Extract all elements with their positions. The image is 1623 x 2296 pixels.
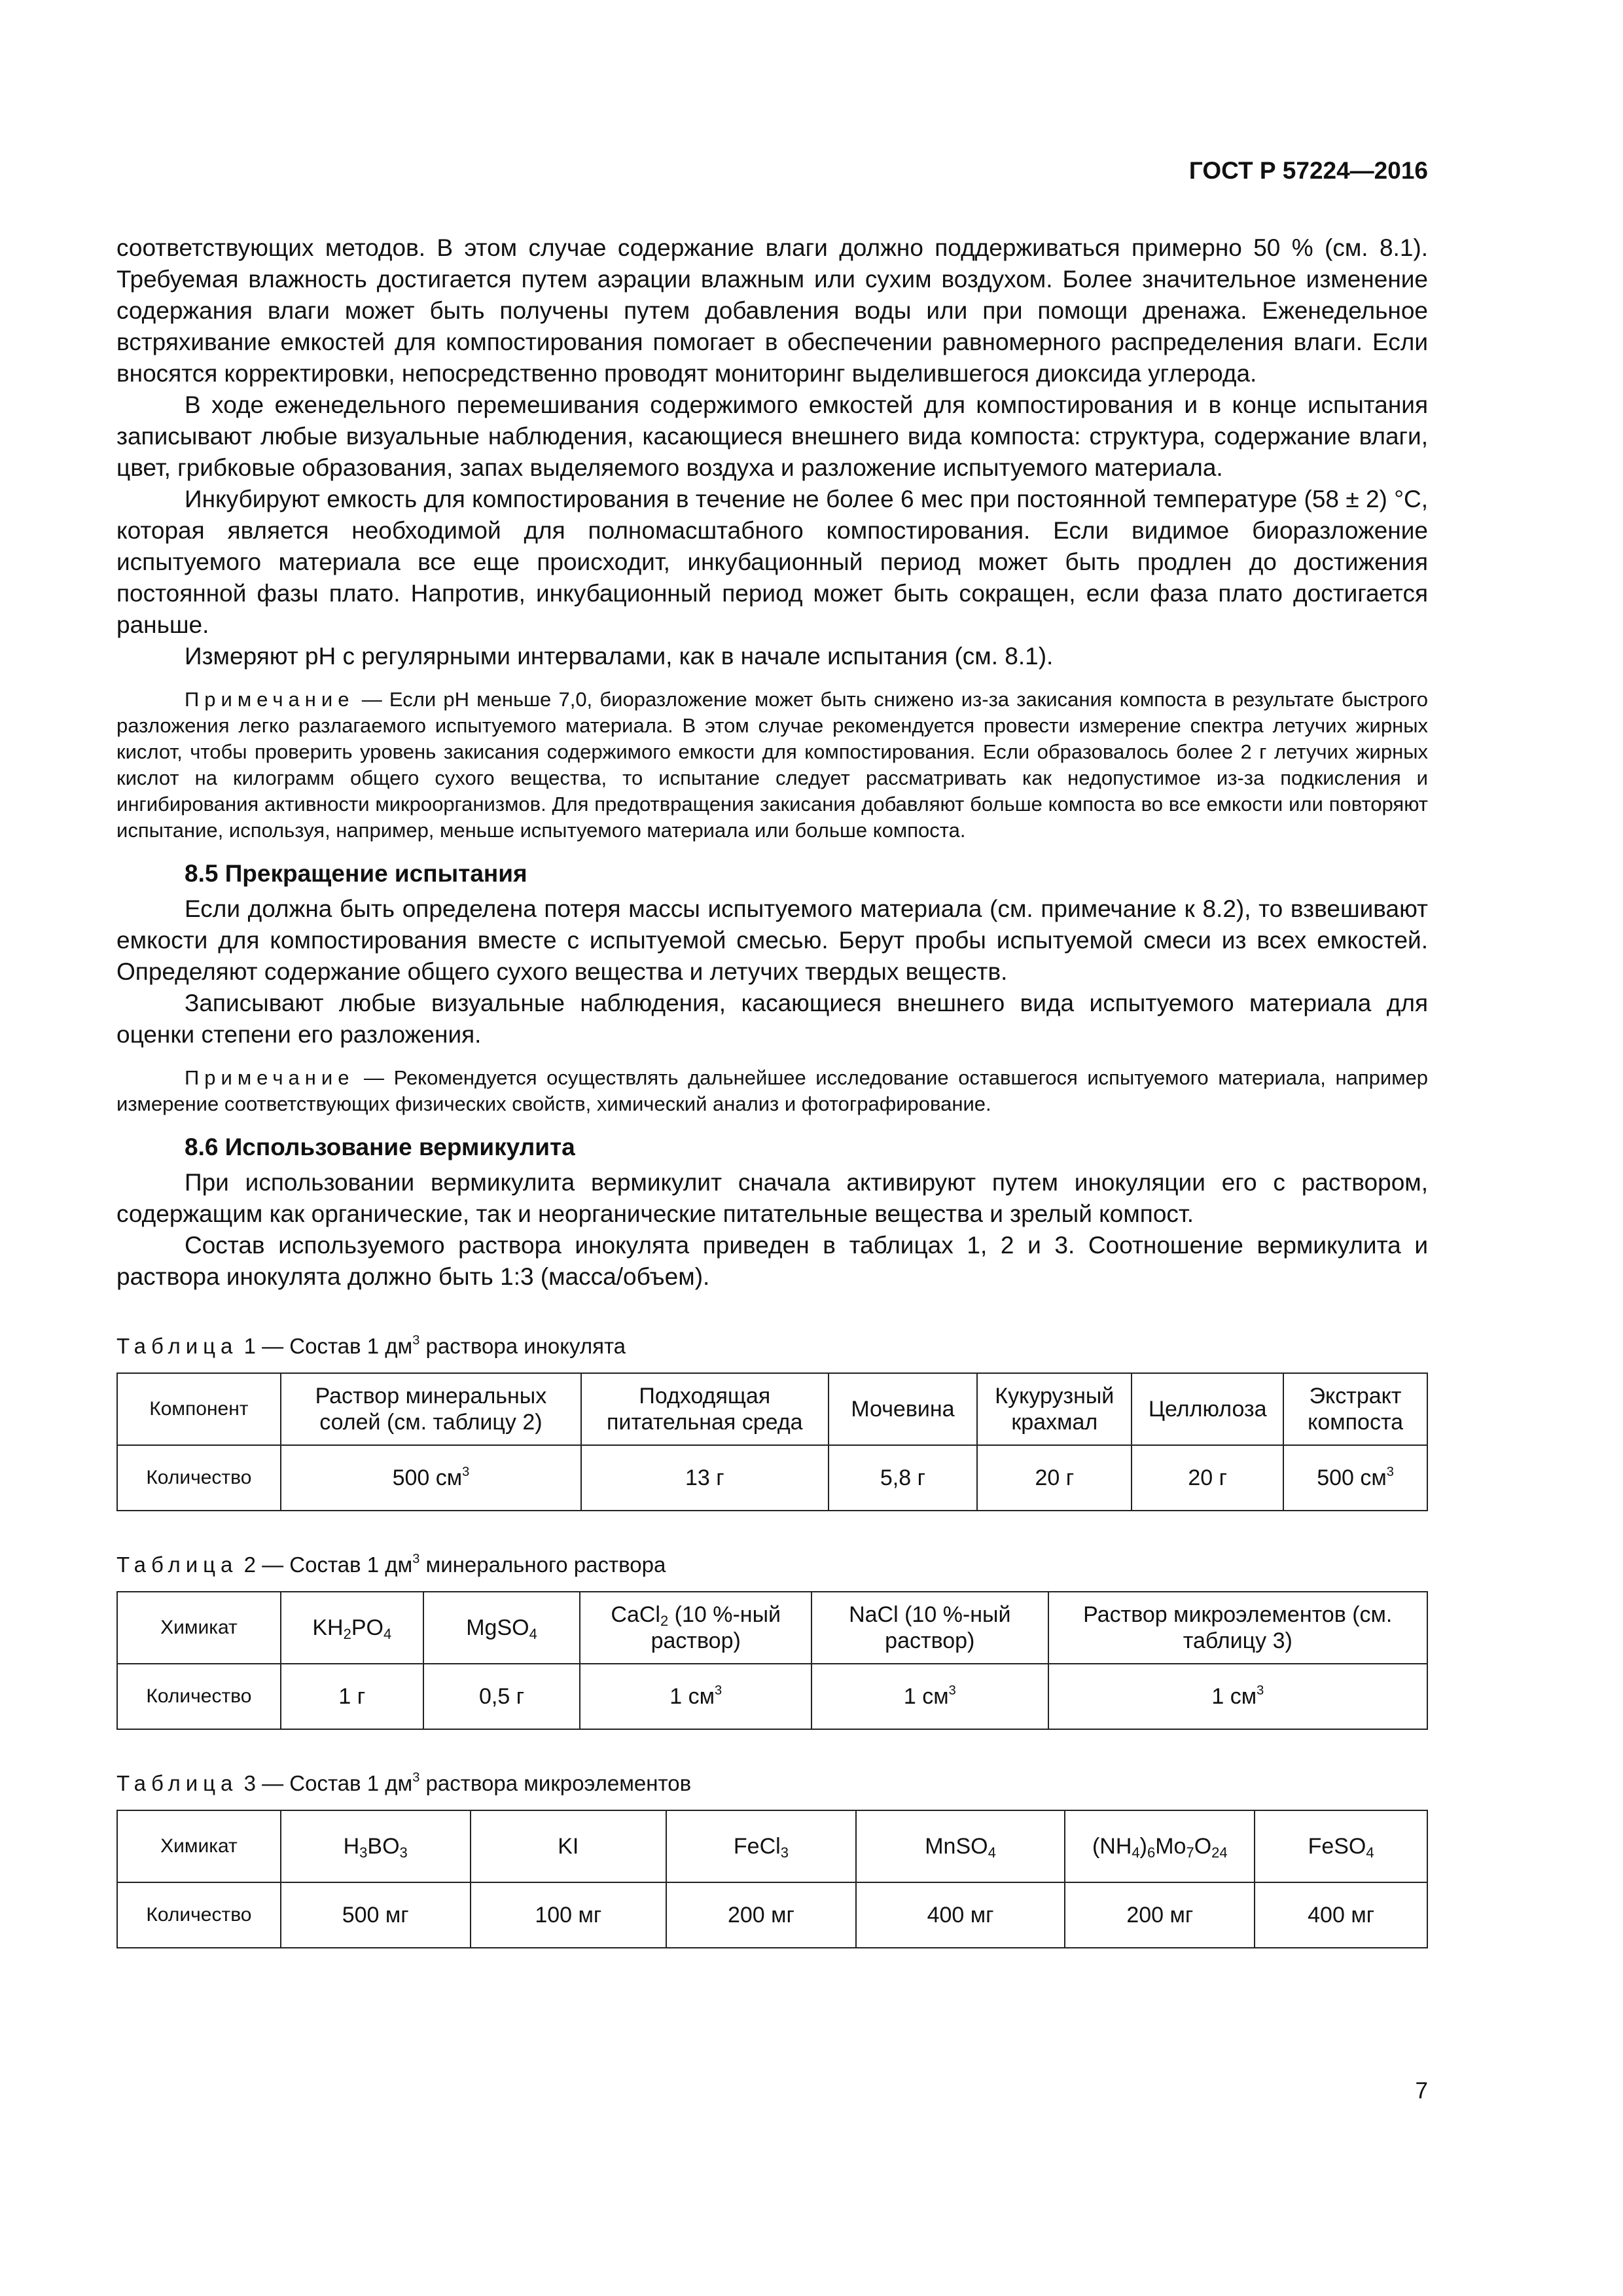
table-cell: 400 мг	[1255, 1882, 1427, 1948]
table-cell: 1 г	[281, 1664, 423, 1729]
table-inoculum	[116, 1372, 1428, 1511]
cell-sup: 3	[1386, 1465, 1394, 1479]
cell-value: 500 см	[392, 1465, 463, 1490]
paragraph: соответствующих методов. В этом случае содержание влаги должно поддерживаться примерно 50 % (см. 8.1). Требуемая влажность достигается путем аэрации влажным или сухим воздухом. Более значительное изменение содержания влаги может быть получены путем добавления воды или при помощи дренажа. Еженедельное встряхивание емкостей для компостирования помогает в обеспечении равномерного распределения влаги. Если вносятся корректировки, непосредственно проводят мониторинг выделившегося диоксида углерода.	[116, 234, 1428, 387]
document-code: ГОСТ Р 57224—2016	[1188, 157, 1428, 184]
note-label: Примечание	[185, 688, 355, 711]
table-row	[117, 1373, 1427, 1445]
table-cell: $KH_2PO_4$	[281, 1592, 423, 1664]
table-cell: Целлюлоза	[1132, 1373, 1283, 1445]
section-heading: 8.5 Прекращение испытания	[185, 860, 527, 887]
table-cell: Экстракт компоста	[1283, 1373, 1427, 1445]
table-cell: 200 мг	[666, 1882, 856, 1948]
table-cell: NaCl (10 %-ный раствор)	[812, 1592, 1048, 1664]
note-text: — Рекомендуется осуществлять дальнейшее исследование оставшегося испытуемого материала, например измерение соответствующих физических свойств, химический анализ и фотографирование.	[116, 1066, 1428, 1115]
caption-text: — Состав 1 дм	[262, 1552, 413, 1577]
table-cell	[281, 1445, 581, 1511]
table-cell: 500 мг	[281, 1882, 471, 1948]
caption-text: раствора микроэлементов	[419, 1771, 692, 1795]
paragraph: Если должна быть определена потеря массы испытуемого материала (см. примечание к 8.2), то взвешивают емкости для компостирования вместе с испытуемой смесью. Берут пробы испытуемой смеси из всех емкостей. Определяют содержание общего сухого вещества и летучих твердых веществ.	[116, 895, 1428, 985]
table-cell: CaCl$_2$ (10 %-ный раствор)	[580, 1592, 812, 1664]
caption-text: минерального раствора	[419, 1552, 666, 1577]
paragraph: Записывают любые визуальные наблюдения, касающиеся внешнего вида испытуемого материала для оценки степени его разложения.	[116, 990, 1428, 1048]
caption-sup: 3	[412, 1333, 420, 1348]
table-cell: Количество	[117, 1664, 281, 1729]
table-cell: 20 г	[1132, 1445, 1283, 1511]
table-cell: Подходящая питательная среда	[581, 1373, 828, 1445]
table-cell: Раствор минеральных солей (см. таблицу 2)	[281, 1373, 581, 1445]
table-cell: 5,8 г	[829, 1445, 978, 1511]
table-number: 2	[243, 1552, 256, 1577]
caption-sup: 3	[412, 1552, 420, 1566]
table-label: Таблица	[116, 1334, 238, 1358]
caption-text: — Состав 1 дм	[262, 1771, 413, 1795]
caption-text: раствора инокулята	[419, 1334, 626, 1358]
table-mineral-solution	[116, 1591, 1428, 1730]
note-label: Примечание	[185, 1066, 355, 1089]
table-number: 3	[243, 1771, 256, 1795]
paragraph: Измеряют pH с регулярными интервалами, как в начале испытания (см. 8.1).	[185, 643, 1054, 670]
paragraph: В ходе еженедельного перемешивания содержимого емкостей для компостирования и в конце испытания записывают любые визуальные наблюдения, касающиеся внешнего вида компоста: структура, содержание влаги, цвет, грибковые образования, запах выделяемого воздуха и разложение испытуемого материала.	[116, 391, 1428, 481]
table-cell: Раствор микроэлементов (см. таблицу 3)	[1048, 1592, 1427, 1664]
table-cell: FeSO$_4$	[1255, 1810, 1427, 1882]
table-cell: Кукурузный крахмал	[977, 1373, 1132, 1445]
table-cell: 13 г	[581, 1445, 828, 1511]
table-cell: 100 мг	[471, 1882, 667, 1948]
section-heading: 8.6 Использование вермикулита	[185, 1134, 575, 1160]
note	[116, 687, 1428, 844]
caption-text: — Состав 1 дм	[262, 1334, 413, 1358]
table-cell: Мочевина	[829, 1373, 978, 1445]
table-cell: 1 $см^3$	[580, 1664, 812, 1729]
table-trace-elements	[116, 1810, 1428, 1948]
table-caption	[116, 1331, 1428, 1362]
table-cell	[1283, 1445, 1427, 1511]
table-cell: 400 мг	[856, 1882, 1065, 1948]
table-cell: Количество	[117, 1445, 281, 1511]
table-row	[117, 1810, 1427, 1882]
table-cell: 0,5 г	[423, 1664, 580, 1729]
table-row	[117, 1664, 1427, 1729]
table-label: Таблица	[116, 1771, 238, 1795]
note	[116, 1065, 1428, 1117]
table-cell: KI	[471, 1810, 667, 1882]
caption-sup: 3	[412, 1770, 420, 1785]
table-cell: 1 $см^3$	[812, 1664, 1048, 1729]
table-row	[117, 1592, 1427, 1664]
paragraph: Состав используемого раствора инокулята приведен в таблицах 1, 2 и 3. Соотношение вермикулита и раствора инокулята должно быть 1:3 (масса/объем).	[116, 1232, 1428, 1290]
table-row	[117, 1445, 1427, 1511]
table-cell: 200 мг	[1065, 1882, 1255, 1948]
table-cell: Компонент	[117, 1373, 281, 1445]
table-cell: 20 г	[977, 1445, 1132, 1511]
table-cell: FeCl$_3$	[666, 1810, 856, 1882]
table-cell: Химикат	[117, 1592, 281, 1664]
table-cell: $H_3BO_3$	[281, 1810, 471, 1882]
document-body	[116, 232, 1428, 1948]
paragraph: При использовании вермикулита вермикулит сначала активируют путем инокуляции его с раствором, содержащим как органические, так и неорганические питательные вещества и зрелый компост.	[116, 1169, 1428, 1227]
note-text: — Если pH меньше 7,0, биоразложение может быть снижено из-за закисания компоста в результате быстрого разложения легко разлагаемого испытуемого материала. В этом случае рекомендуется провести измерение спектра летучих жирных кислот, чтобы проверить уровень закисания содержимого емкости для компостирования. Если образовалось более 2 г летучих жирных кислот на килограмм общего сухого вещества, то испытание следует рассматривать как недопустимое из-за подкисления и ингибирования активности микроорганизмов. Для предотвращения закисания добавляют больше компоста во все емкости или повторяют испытание, используя, например, меньше испытуемого материала или больше компоста.	[116, 688, 1428, 842]
table-row	[117, 1882, 1427, 1948]
page-number: 7	[1415, 2078, 1428, 2104]
table-cell: Химикат	[117, 1810, 281, 1882]
cell-value: 500 см	[1317, 1465, 1387, 1490]
paragraph: Инкубируют емкость для компостирования в течение не более 6 мес при постоянной температуре (58 ± 2) °С, которая является необходимой для полномасштабного компостирования. Если видимое биоразложение испытуемого материала все еще происходит, инкубационный период может быть продлен до достижения постоянной фазы плато. Напротив, инкубационный период может быть сокращен, если фаза плато достигается раньше.	[116, 486, 1428, 638]
table-caption	[116, 1768, 1428, 1799]
table-label: Таблица	[116, 1552, 238, 1577]
table-cell: MgSO$_4$	[423, 1592, 580, 1664]
table-cell: MnSO$_4$	[856, 1810, 1065, 1882]
table-number: 1	[243, 1334, 256, 1358]
table-cell: Количество	[117, 1882, 281, 1948]
cell-sup: 3	[462, 1465, 470, 1479]
table-cell: 1 $см^3$	[1048, 1664, 1427, 1729]
table-caption	[116, 1549, 1428, 1581]
table-cell: $(NH_4)_6Mo_7O_{24}$	[1065, 1810, 1255, 1882]
